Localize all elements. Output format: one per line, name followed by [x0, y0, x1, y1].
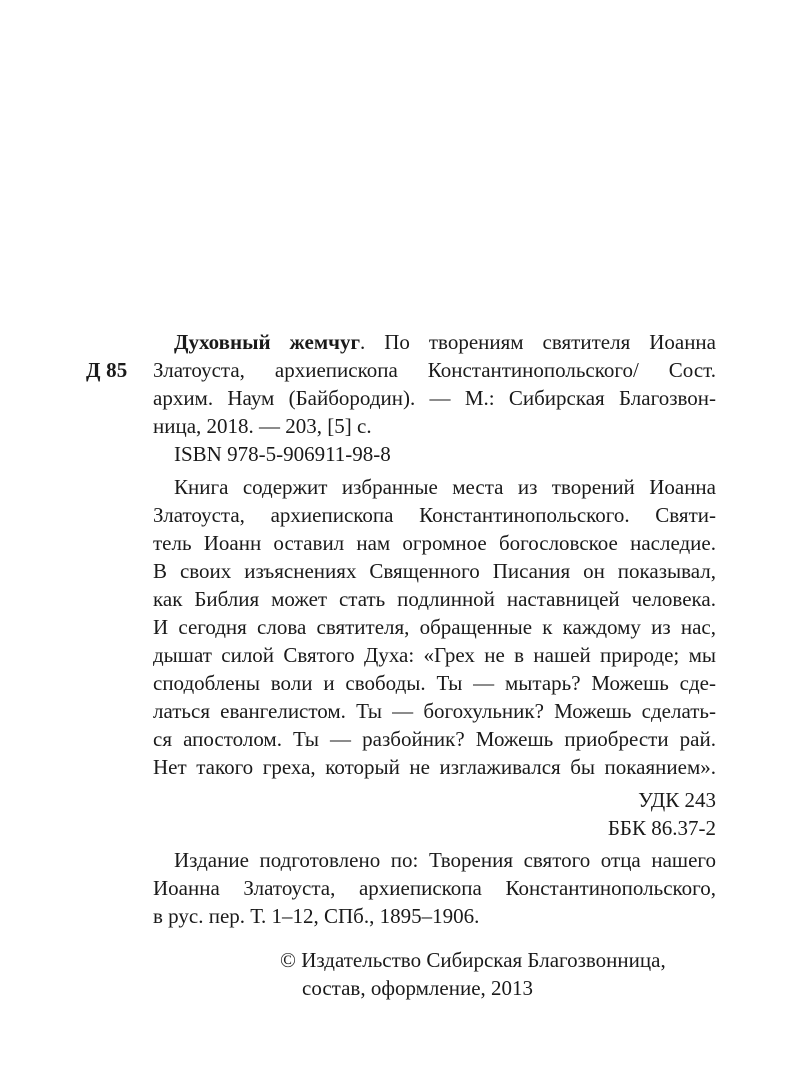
title-continuation: . По творениям святителя Иоанна	[360, 330, 716, 354]
copyright-line: состав, оформление, 2013	[302, 976, 534, 1000]
udk-code: УДК 243	[638, 788, 716, 812]
annotation-line: ся апостолом. Ты — разбойник? Можешь приобрести рай.	[153, 727, 716, 751]
annotation-line: Книга содержит избранные места из творений Иоанна	[174, 475, 716, 499]
annotation-line: сподоблены воли и свободы. Ты — мытарь? Можешь сде-	[153, 671, 716, 695]
source-line: Иоанна Златоуста, архиепископа Константинопольского,	[153, 876, 716, 900]
annotation-line: Златоуста, архиепископа Константинопольского. Святи-	[153, 503, 716, 527]
bbk-code: ББК 86.37-2	[607, 816, 716, 840]
biblio-line: Златоуста, архиепископа Константинопольского/ Сост.	[153, 358, 716, 382]
annotation-line: тель Иоанн оставил нам огромное богословское наследие.	[153, 531, 716, 555]
book-title: Духовный жемчуг	[174, 330, 360, 354]
copyright-line: © Издательство Сибирская Благозвонница,	[280, 948, 666, 972]
biblio-line: архим. Наум (Байбородин). — М.: Сибирская Благозвон-	[153, 386, 716, 410]
annotation-line: Нет такого греха, который не изглаживался бы покаянием».	[153, 755, 716, 779]
annotation-line: дышат силой Святого Духа: «Грех не в нашей природе; мы	[153, 643, 716, 667]
title-line	[174, 328, 716, 356]
biblio-line: ница, 2018. — 203, [5] с.	[153, 414, 372, 438]
author-sign-code: Д 85	[86, 358, 128, 382]
isbn: ISBN 978-5-906911-98-8	[174, 442, 391, 466]
source-line: Издание подготовлено по: Творения святого отца нашего	[174, 848, 716, 872]
annotation-line: И сегодня слова святителя, обращенные к каждому из нас,	[153, 615, 716, 639]
annotation-line: латься евангелистом. Ты — богохульник? Можешь сделать-	[153, 699, 716, 723]
annotation-line: как Библия может стать подлинной наставницей человека.	[153, 587, 716, 611]
annotation-line: В своих изъяснениях Священного Писания он показывал,	[153, 559, 716, 583]
source-line: в рус. пер. Т. 1–12, СПб., 1895–1906.	[153, 904, 480, 928]
